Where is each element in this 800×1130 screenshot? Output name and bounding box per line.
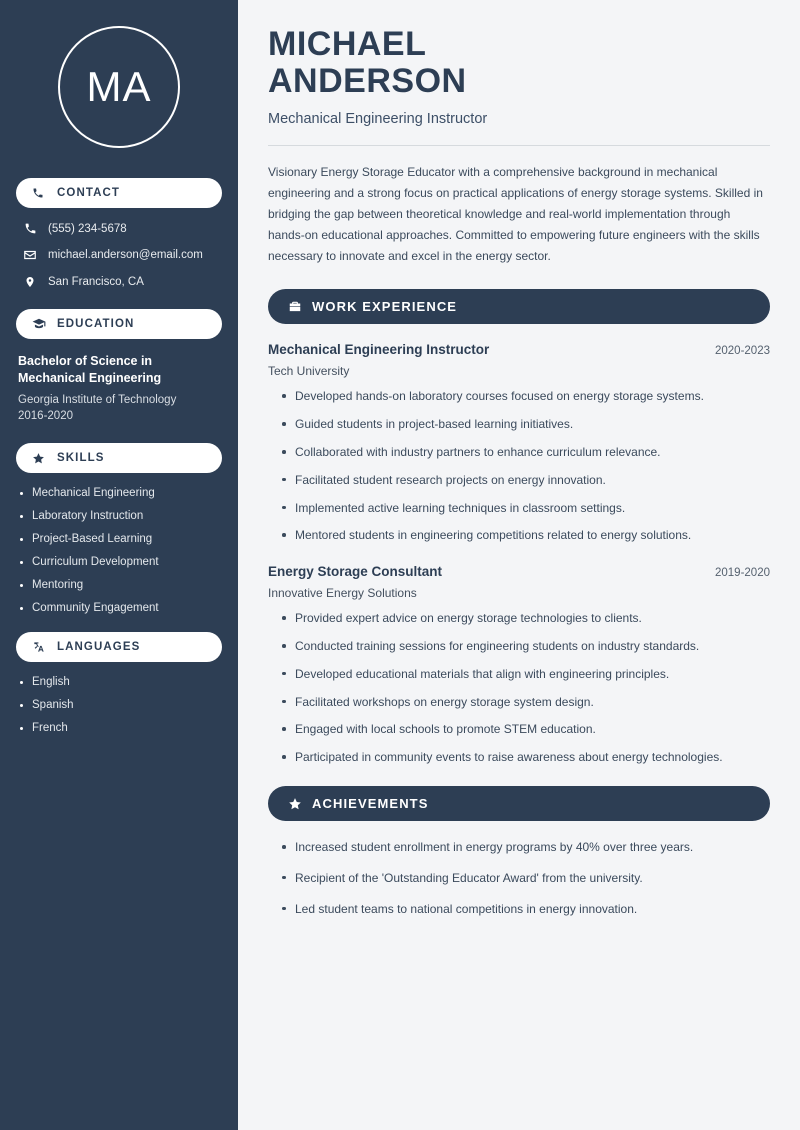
job-company: Tech University: [268, 364, 350, 379]
sidebar-heading-languages: [16, 632, 222, 662]
sidebar-heading-education-label: EDUCATION: [57, 318, 135, 330]
contact-item-location: [16, 275, 222, 289]
list-item: Provided expert advice on energy storage technologies to clients.: [280, 610, 770, 627]
list-item: Mechanical Engineering: [18, 487, 220, 499]
profile-job-title: Mechanical Engineering Instructor: [268, 111, 488, 128]
list-item: Implemented active learning techniques in classroom settings.: [280, 500, 770, 517]
job-company: Innovative Energy Solutions: [268, 586, 417, 601]
section-heading-work-experience: [268, 289, 770, 324]
job-bullets: [268, 610, 770, 766]
sidebar-heading-skills: [16, 443, 222, 473]
list-item: Facilitated workshops on energy storage system design.: [280, 694, 770, 711]
contact-email-text: michael.anderson@email.com: [48, 249, 203, 261]
list-item: Spanish: [18, 699, 220, 711]
contact-phone-text: (555) 234-5678: [48, 222, 127, 235]
job-entry: [268, 342, 770, 544]
job-dates: 2019-2020: [715, 567, 770, 580]
list-item: Community Engagement: [18, 602, 220, 614]
list-item: Recipient of the 'Outstanding Educator Award' from the university.: [280, 870, 770, 887]
list-item: Laboratory Instruction: [18, 510, 220, 522]
job-role: Mechanical Engineering Instructor: [268, 342, 490, 358]
achievements-list: [268, 839, 770, 917]
contact-item-phone: [16, 222, 222, 235]
contact-location-text: San Francisco, CA: [48, 276, 144, 288]
list-item: Curriculum Development: [18, 556, 220, 568]
section-heading-work-experience-label: WORK EXPERIENCE: [312, 299, 458, 315]
profile-summary: Visionary Energy Storage Educator with a comprehensive background in mechanical engineering and a strong focus on practical applications of energy storage systems. Skilled in bridging the gap between theoretical knowledge and real-world implementation through hands-on educational approaches. Committed to empowering future engineers with the skills necessary to innovate and excel in the energy sector.: [268, 165, 763, 264]
job-bullets: [268, 388, 770, 544]
job-role: Energy Storage Consultant: [268, 564, 443, 580]
list-item: Project-Based Learning: [18, 533, 220, 545]
list-item: French: [18, 722, 220, 734]
education-entry: [0, 353, 238, 425]
list-item: Collaborated with industry partners to enhance curriculum relevance.: [280, 444, 770, 461]
page-title-last-name: ANDERSON: [268, 61, 467, 100]
section-heading-achievements-label: ACHIEVEMENTS: [312, 796, 429, 811]
phone-icon: [20, 222, 40, 235]
briefcase-icon: [288, 300, 302, 314]
education-school: Georgia Institute of Technology: [18, 393, 177, 406]
avatar-container: [0, 26, 238, 148]
list-item: Developed hands-on laboratory courses focused on energy storage systems.: [280, 388, 770, 405]
list-item: Facilitated student research projects on energy innovation.: [280, 472, 770, 489]
contact-list: [0, 222, 238, 289]
list-item: English: [18, 676, 220, 688]
sidebar-heading-skills-label: SKILLS: [57, 452, 105, 465]
job-header: [268, 564, 770, 579]
page-title-first-name: MICHAEL: [268, 25, 427, 63]
star-icon: [288, 797, 302, 811]
header-divider: [268, 145, 770, 146]
job-entry: [268, 564, 770, 766]
location-pin-icon: [20, 275, 40, 289]
list-item: Engaged with local schools to promote STEM education.: [280, 721, 770, 738]
languages-list: [0, 676, 238, 734]
sidebar-heading-languages-label: LANGUAGES: [57, 641, 141, 654]
list-item: Mentoring: [18, 579, 220, 591]
section-heading-achievements: [268, 786, 770, 821]
job-header: [268, 342, 770, 357]
sidebar-heading-contact: [16, 178, 222, 208]
skills-list: [0, 487, 238, 614]
list-item: Mentored students in engineering competitions related to energy solutions.: [280, 527, 770, 544]
list-item: Led student teams to national competitions in energy innovation.: [280, 901, 770, 918]
star-icon: [32, 452, 50, 465]
sidebar-heading-contact-label: CONTACT: [57, 187, 121, 199]
list-item: Increased student enrollment in energy programs by 40% over three years.: [280, 839, 770, 856]
education-dates: 2016-2020: [18, 410, 73, 423]
list-item: Developed educational materials that align with engineering principles.: [280, 666, 770, 683]
list-item: Conducted training sessions for engineering students on industry standards.: [280, 638, 770, 655]
envelope-icon: [20, 248, 40, 262]
phone-icon: [32, 187, 50, 199]
contact-item-email: [16, 248, 222, 262]
sidebar-heading-education: [16, 309, 222, 339]
list-item: Participated in community events to raise awareness about energy technologies.: [280, 749, 770, 766]
main-content: [238, 0, 800, 1130]
education-degree: Bachelor of Science in Mechanical Engineering: [18, 354, 162, 385]
job-dates: 2020-2023: [715, 345, 770, 358]
sidebar: [0, 0, 238, 1130]
avatar-initials: MA: [58, 26, 180, 148]
list-item: Guided students in project-based learning initiatives.: [280, 416, 770, 433]
translate-icon: [32, 640, 50, 654]
graduation-cap-icon: [32, 317, 50, 331]
